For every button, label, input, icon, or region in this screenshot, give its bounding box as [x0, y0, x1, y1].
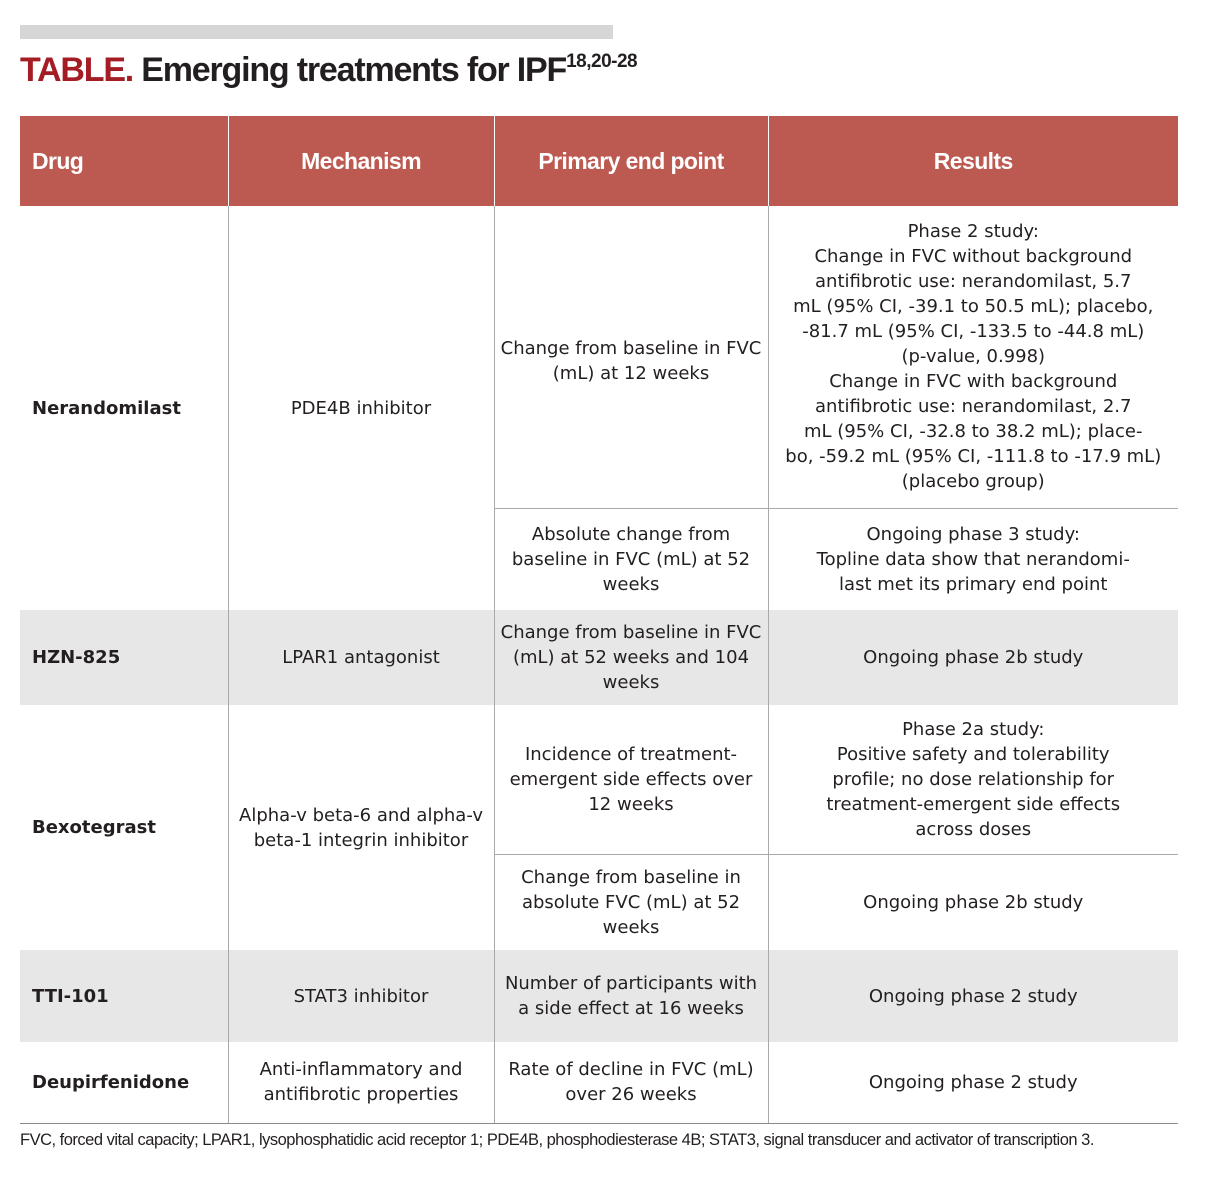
results-line: profile; no dose relationship for — [832, 768, 1115, 790]
header-primary-end-point: Primary end point — [494, 116, 768, 206]
results-line: Phase 2a study: — [902, 718, 1045, 740]
results-line: last met its primary end point — [839, 573, 1108, 595]
results-line: Ongoing phase 3 study: — [866, 523, 1080, 545]
results-line: Change in FVC without background — [814, 246, 1133, 268]
results-line: across doses — [915, 818, 1032, 840]
results-line: antifibrotic use: nerandomilast, 2.7 — [815, 396, 1132, 418]
results-line: treatment-emergent side effects — [826, 793, 1121, 815]
header-drug: Drug — [20, 116, 228, 206]
results-line: -81.7 mL (95% CI, -133.5 to -44.8 mL) — [802, 321, 1145, 343]
results-line: mL (95% CI, -39.1 to 50.5 mL); placebo, — [793, 296, 1154, 318]
endpoint-cell: Incidence of treatment-emergent side effects over 12 weeks — [494, 705, 768, 854]
endpoint-cell: Number of participants with a side effect at 16 weeks — [494, 950, 768, 1042]
mechanism-cell: LPAR1 antagonist — [228, 610, 494, 705]
results-line: mL (95% CI, -32.8 to 38.2 mL); place- — [803, 421, 1143, 443]
table-row-deupirfenidone — [20, 1042, 1178, 1123]
table-title-text: Emerging treatments for IPF — [141, 51, 567, 89]
mechanism-cell: STAT3 inhibitor — [228, 950, 494, 1042]
drug-cell: Nerandomilast — [32, 397, 181, 419]
endpoint-cell: Change from baseline in FVC (mL) at 12 weeks — [494, 206, 768, 508]
results-cell: Ongoing phase 2b study — [768, 854, 1178, 950]
mechanism-cell: Anti-inflammatory and antifibrotic properties — [228, 1042, 494, 1123]
endpoint-cell: Absolute change from baseline in FVC (mL) at 52 weeks — [494, 508, 768, 610]
treatments-table — [20, 116, 1178, 1124]
mechanism-cell: PDE4B inhibitor — [228, 206, 494, 610]
results-line: bo, -59.2 mL (95% CI, -111.8 to -17.9 mL) — [785, 446, 1162, 468]
results-line: Topline data show that nerandomi- — [816, 548, 1130, 570]
results-line: (placebo group) — [901, 471, 1045, 493]
endpoint-cell: Change from baseline in FVC (mL) at 52 weeks and 104 weeks — [494, 610, 768, 705]
table-header-row — [20, 116, 1178, 206]
drug-cell: HZN-825 — [20, 610, 228, 705]
results-cell: Ongoing phase 2 study — [768, 950, 1178, 1042]
results-cell: Ongoing phase 2b study — [768, 610, 1178, 705]
table-row-hzn-825 — [20, 610, 1178, 705]
results-line: Phase 2 study: — [907, 221, 1039, 243]
results-line: (p-value, 0.998) — [901, 346, 1046, 368]
top-rule — [20, 25, 613, 39]
table-label: TABLE. — [20, 51, 134, 89]
header-mechanism: Mechanism — [228, 116, 494, 206]
table-row-nerandomilast — [20, 206, 1178, 508]
drug-cell: Deupirfenidone — [20, 1042, 228, 1123]
drug-cell: TTI-101 — [20, 950, 228, 1042]
results-line: antifibrotic use: nerandomilast, 5.7 — [815, 271, 1132, 293]
table-row-bexotegrast — [20, 705, 1178, 854]
table-title — [20, 52, 637, 89]
endpoint-cell: Change from baseline in absolute FVC (mL) at 52 weeks — [494, 854, 768, 950]
results-cell — [768, 206, 1178, 508]
reference-superscript: 18,20-28 — [566, 50, 638, 72]
mechanism-cell: Alpha-v beta-6 and alpha-v beta-1 integrin inhibitor — [228, 705, 494, 950]
results-line: Positive safety and tolerability — [836, 743, 1110, 765]
drug-cell: Bexotegrast — [32, 817, 156, 838]
table-footnote: FVC, forced vital capacity; LPAR1, lysophosphatidic acid receptor 1; PDE4B, phosphodiesterase 4B; STAT3, signal transducer and activator of transcription 3. — [20, 1131, 1094, 1149]
results-cell — [768, 705, 1178, 854]
header-results: Results — [768, 116, 1178, 206]
results-cell — [768, 508, 1178, 610]
table-row-tti-101 — [20, 950, 1178, 1042]
results-line: Change in FVC with background — [829, 371, 1118, 393]
results-cell: Ongoing phase 2 study — [768, 1042, 1178, 1123]
endpoint-cell: Rate of decline in FVC (mL) over 26 weeks — [494, 1042, 768, 1123]
